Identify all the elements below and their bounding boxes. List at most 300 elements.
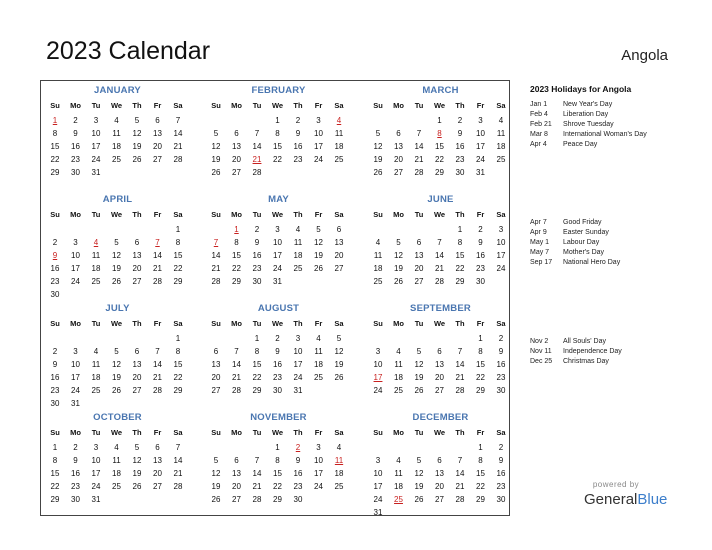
- day-cell: 16: [293, 469, 303, 478]
- weekday-header: [206, 209, 361, 221]
- weekday-label: Mo: [70, 319, 81, 328]
- day-cell: 27: [153, 155, 162, 164]
- day-cell: 26: [414, 386, 424, 395]
- day-cell: 26: [373, 168, 383, 177]
- month-name: MAY: [268, 194, 289, 205]
- day-cell: 24: [314, 482, 323, 491]
- day-cell: 10: [476, 129, 485, 138]
- day-cell: 1: [275, 443, 280, 452]
- weekday-header: [368, 100, 523, 112]
- day-cell: 24: [476, 155, 485, 164]
- day-cell: 2: [73, 116, 78, 125]
- weekday-label: Sa: [496, 428, 506, 437]
- weekday-label: Sa: [173, 101, 183, 110]
- weekday-label: Su: [50, 210, 60, 219]
- day-cell: 1: [275, 116, 280, 125]
- day-cell: 7: [457, 347, 463, 356]
- day-cell: 13: [211, 360, 221, 369]
- weekday-label: Tu: [252, 101, 262, 110]
- holiday-group: [530, 337, 700, 367]
- day-cell: 15: [50, 469, 60, 478]
- day-cell: 19: [112, 373, 121, 382]
- weekday-label: We: [110, 319, 123, 328]
- weekday-header: [206, 427, 361, 439]
- day-cell: 28: [252, 168, 262, 177]
- day-cell: 15: [232, 251, 241, 260]
- day-cell: 16: [273, 360, 282, 369]
- holiday-name: Independence Day: [563, 348, 622, 355]
- day-cell: 22: [273, 155, 282, 164]
- day-cell: 5: [114, 347, 119, 356]
- day-cell: 9: [457, 129, 463, 138]
- day-cell: 9: [73, 456, 78, 465]
- day-cell: 13: [334, 238, 344, 247]
- holiday-date: Feb 21: [530, 121, 552, 128]
- day-cell: 2: [254, 225, 260, 234]
- day-cell: 23: [50, 277, 60, 286]
- weekday-header: [368, 318, 523, 330]
- day-cell: 13: [414, 251, 424, 260]
- day-cell: 16: [50, 264, 60, 273]
- day-cell: 18: [334, 469, 344, 478]
- weekday-label: Tu: [91, 428, 101, 437]
- day-cell: 2: [275, 334, 280, 343]
- day-cell: 16: [496, 360, 506, 369]
- day-cell: 2: [73, 443, 78, 452]
- day-cell: 18: [314, 360, 323, 369]
- holiday-day-cell: 8: [437, 129, 442, 138]
- day-cell: 10: [91, 456, 101, 465]
- weekday-label: We: [110, 101, 123, 110]
- day-cell: 16: [496, 469, 506, 478]
- day-cell: 5: [213, 129, 219, 138]
- weekday-label: Sa: [173, 319, 183, 328]
- holiday-date: May 7: [530, 249, 550, 256]
- weekday-label: Fr: [314, 319, 323, 328]
- day-cell: 3: [498, 225, 504, 234]
- weekday-label: Mo: [231, 210, 242, 219]
- day-cell: 22: [173, 264, 183, 273]
- day-cell: 21: [173, 142, 183, 151]
- weekday-label: We: [271, 210, 284, 219]
- weekday-label: Tu: [414, 319, 424, 328]
- day-cell: 27: [435, 495, 444, 504]
- day-cell: 23: [293, 155, 303, 164]
- day-cell: 26: [394, 277, 403, 286]
- day-cell: 21: [153, 373, 162, 382]
- month-september: [368, 302, 523, 410]
- holiday-date: Apr 7: [530, 219, 547, 226]
- day-cell: 16: [50, 373, 60, 382]
- day-cell: 20: [334, 251, 344, 260]
- day-cell: 28: [252, 495, 262, 504]
- day-cell: 30: [496, 495, 506, 504]
- day-cell: 9: [498, 347, 504, 356]
- weekday-label: Su: [373, 101, 383, 110]
- day-cell: 12: [334, 347, 344, 356]
- day-cell: 30: [273, 386, 282, 395]
- day-cell: 4: [396, 456, 401, 465]
- weekday-label: Th: [132, 319, 142, 328]
- day-cell: 5: [316, 225, 321, 234]
- day-cell: 25: [334, 155, 344, 164]
- day-cell: 28: [153, 277, 162, 286]
- day-cell: 21: [211, 264, 221, 273]
- day-cell: 10: [373, 360, 383, 369]
- day-cell: 4: [375, 238, 381, 247]
- day-cell: 3: [375, 347, 381, 356]
- day-cell: 29: [50, 168, 60, 177]
- day-cell: 9: [73, 129, 78, 138]
- day-cell: 23: [71, 155, 80, 164]
- day-cell: 23: [50, 386, 60, 395]
- day-cell: 21: [252, 482, 262, 491]
- day-cell: 22: [50, 155, 60, 164]
- day-cell: 14: [435, 251, 444, 260]
- day-cell: 14: [455, 360, 465, 369]
- day-cell: 15: [173, 360, 183, 369]
- day-cell: 28: [455, 495, 465, 504]
- day-cell: 23: [71, 482, 80, 491]
- day-cell: 22: [476, 373, 485, 382]
- day-cell: 14: [211, 251, 221, 260]
- holiday-name: Easter Sunday: [563, 229, 609, 236]
- day-cell: 18: [91, 373, 101, 382]
- weekday-header: [368, 427, 523, 439]
- day-cell: 28: [173, 482, 183, 491]
- day-cell: 10: [91, 129, 101, 138]
- weekday-label: We: [271, 428, 284, 437]
- holiday-entry: [530, 140, 700, 150]
- day-cell: 26: [132, 482, 142, 491]
- day-cell: 10: [314, 129, 323, 138]
- day-cell: 28: [173, 155, 183, 164]
- holiday-name: All Souls' Day: [563, 338, 606, 345]
- day-cell: 13: [435, 469, 444, 478]
- day-cell: 24: [71, 386, 80, 395]
- holiday-date: Sep 17: [530, 259, 553, 266]
- weekday-label: Mo: [393, 428, 404, 437]
- day-cell: 6: [134, 347, 140, 356]
- day-cell: 20: [394, 155, 403, 164]
- weekday-label: Mo: [70, 210, 81, 219]
- day-cell: 13: [232, 142, 241, 151]
- day-cell: 23: [293, 482, 303, 491]
- weekday-label: Mo: [231, 101, 242, 110]
- day-cell: 14: [252, 142, 262, 151]
- day-cell: 27: [153, 482, 162, 491]
- day-cell: 16: [293, 142, 303, 151]
- day-cell: 21: [435, 264, 444, 273]
- day-cell: 24: [314, 155, 323, 164]
- day-cell: 7: [155, 347, 160, 356]
- holiday-date: Mar 8: [530, 131, 548, 138]
- month-name: OCTOBER: [93, 412, 142, 423]
- day-cell: 17: [273, 251, 282, 260]
- weekday-label: Su: [50, 428, 60, 437]
- day-cell: 4: [114, 116, 119, 125]
- holiday-entry: [530, 100, 700, 110]
- day-cell: 6: [437, 347, 442, 356]
- day-cell: 24: [373, 386, 383, 395]
- weekday-label: Tu: [252, 210, 262, 219]
- day-cell: 13: [132, 251, 142, 260]
- day-cell: 17: [91, 142, 101, 151]
- day-cell: 21: [455, 482, 465, 491]
- weekday-label: Fr: [314, 210, 323, 219]
- day-cell: 17: [91, 469, 101, 478]
- weekday-label: Fr: [153, 101, 162, 110]
- holiday-day-cell: 4: [336, 116, 342, 125]
- day-cell: 23: [476, 264, 485, 273]
- holiday-name: Labour Day: [563, 239, 600, 246]
- day-cell: 25: [91, 386, 101, 395]
- weekday-label: Th: [132, 210, 142, 219]
- day-cell: 30: [71, 168, 80, 177]
- day-cell: 2: [498, 334, 504, 343]
- day-cell: 8: [275, 129, 280, 138]
- day-cell: 11: [373, 251, 383, 260]
- day-cell: 3: [316, 116, 321, 125]
- day-cell: 20: [435, 373, 444, 382]
- day-cell: 17: [314, 469, 323, 478]
- day-cell: 8: [254, 347, 260, 356]
- weekday-label: Tu: [252, 319, 262, 328]
- day-cell: 11: [334, 129, 344, 138]
- day-cell: 11: [394, 469, 403, 478]
- weekday-label: We: [110, 210, 123, 219]
- day-cell: 29: [252, 386, 262, 395]
- weekday-label: Tu: [252, 428, 262, 437]
- day-cell: 9: [478, 238, 483, 247]
- day-cell: 26: [132, 155, 142, 164]
- holiday-name: Peace Day: [563, 141, 598, 148]
- holiday-entry: [530, 357, 700, 367]
- weekday-label: Th: [293, 210, 303, 219]
- day-cell: 26: [211, 168, 221, 177]
- holiday-name: Shrove Tuesday: [563, 121, 614, 128]
- holidays-title: 2023 Holidays for Angola: [530, 84, 632, 94]
- holiday-day-cell: 1: [234, 225, 239, 234]
- day-cell: 12: [373, 142, 383, 151]
- day-cell: 14: [252, 469, 262, 478]
- weekday-label: Fr: [153, 428, 162, 437]
- holiday-entry: [530, 238, 700, 248]
- day-cell: 6: [155, 116, 160, 125]
- day-cell: 3: [375, 456, 381, 465]
- day-cell: 23: [496, 482, 506, 491]
- weekday-label: Sa: [334, 319, 344, 328]
- weekday-label: Th: [293, 319, 303, 328]
- holiday-name: New Year's Day: [563, 101, 613, 108]
- holiday-day-cell: 1: [52, 116, 58, 125]
- weekday-label: Mo: [393, 101, 404, 110]
- weekday-label: Tu: [91, 101, 101, 110]
- day-cell: 2: [498, 443, 504, 452]
- day-cell: 8: [234, 238, 239, 247]
- day-cell: 21: [414, 155, 424, 164]
- month-october: [45, 411, 200, 519]
- day-cell: 16: [71, 142, 80, 151]
- day-cell: 24: [496, 264, 506, 273]
- weekday-label: Fr: [476, 319, 485, 328]
- day-cell: 7: [437, 238, 442, 247]
- day-cell: 15: [273, 142, 282, 151]
- day-cell: 10: [71, 251, 80, 260]
- day-cell: 20: [153, 469, 162, 478]
- day-cell: 6: [416, 238, 422, 247]
- holiday-date: Apr 9: [530, 229, 547, 236]
- day-cell: 17: [496, 251, 506, 260]
- holiday-entry: [530, 130, 700, 140]
- holiday-day-cell: 25: [394, 495, 403, 504]
- day-cell: 14: [232, 360, 241, 369]
- weekday-label: Tu: [414, 210, 424, 219]
- day-cell: 21: [232, 373, 241, 382]
- generalblue-logo[interactable]: [584, 491, 667, 509]
- holiday-date: Apr 4: [530, 141, 547, 148]
- day-cell: 5: [114, 238, 119, 247]
- day-cell: 25: [112, 155, 121, 164]
- day-cell: 23: [252, 264, 262, 273]
- weekday-label: Tu: [91, 319, 101, 328]
- weekday-label: Fr: [314, 428, 323, 437]
- day-cell: 2: [457, 116, 463, 125]
- day-cell: 1: [478, 334, 483, 343]
- day-cell: 12: [211, 469, 221, 478]
- day-cell: 10: [273, 238, 282, 247]
- day-cell: 20: [132, 264, 142, 273]
- day-cell: 24: [91, 482, 101, 491]
- day-cell: 15: [173, 251, 183, 260]
- day-cell: 5: [375, 129, 381, 138]
- day-cell: 11: [314, 347, 323, 356]
- day-cell: 10: [314, 456, 323, 465]
- country-name: Angola: [621, 47, 668, 64]
- day-cell: 28: [455, 386, 465, 395]
- day-cell: 22: [273, 482, 282, 491]
- day-cell: 18: [112, 142, 121, 151]
- day-cell: 31: [91, 168, 101, 177]
- weekday-label: Th: [293, 101, 303, 110]
- day-cell: 12: [112, 251, 121, 260]
- day-cell: 11: [91, 360, 101, 369]
- day-cell: 19: [334, 360, 344, 369]
- day-cell: 4: [114, 443, 119, 452]
- day-cell: 26: [314, 264, 323, 273]
- weekday-header: [45, 427, 200, 439]
- day-cell: 15: [435, 142, 444, 151]
- day-cell: 7: [175, 443, 181, 452]
- weekday-label: Mo: [393, 319, 404, 328]
- day-cell: 5: [134, 116, 140, 125]
- day-cell: 30: [455, 168, 465, 177]
- weekday-label: Th: [293, 428, 303, 437]
- day-cell: 26: [112, 386, 121, 395]
- month-name: APRIL: [102, 194, 133, 205]
- day-cell: 13: [153, 456, 162, 465]
- day-cell: 30: [71, 495, 80, 504]
- day-cell: 9: [498, 456, 504, 465]
- day-cell: 31: [476, 168, 485, 177]
- month-name: JANUARY: [94, 85, 141, 96]
- day-cell: 28: [153, 386, 162, 395]
- day-cell: 19: [414, 482, 424, 491]
- month-july: [45, 302, 200, 410]
- day-cell: 13: [435, 360, 444, 369]
- weekday-label: Fr: [153, 210, 162, 219]
- day-cell: 19: [132, 469, 142, 478]
- month-february: [206, 84, 361, 192]
- day-cell: 23: [496, 373, 506, 382]
- holiday-day-cell: 7: [155, 238, 160, 247]
- weekday-label: Mo: [231, 428, 242, 437]
- weekday-header: [368, 209, 523, 221]
- day-cell: 6: [155, 443, 160, 452]
- weekday-label: Th: [132, 428, 142, 437]
- month-january: [45, 84, 200, 192]
- day-cell: 15: [252, 360, 262, 369]
- month-name: FEBRUARY: [251, 85, 306, 96]
- day-cell: 2: [52, 347, 58, 356]
- page-title: 2023 Calendar: [46, 37, 211, 65]
- day-cell: 30: [476, 277, 485, 286]
- weekday-header: [45, 100, 200, 112]
- holiday-name: International Woman's Day: [563, 131, 647, 138]
- day-cell: 30: [50, 290, 60, 299]
- day-cell: 6: [336, 225, 342, 234]
- day-cell: 25: [373, 277, 383, 286]
- weekday-label: Su: [373, 210, 383, 219]
- weekday-header: [206, 318, 361, 330]
- day-cell: 18: [91, 264, 101, 273]
- day-cell: 7: [416, 129, 422, 138]
- day-cell: 14: [455, 469, 465, 478]
- day-cell: 17: [476, 142, 485, 151]
- day-cell: 3: [478, 116, 483, 125]
- weekday-label: We: [433, 101, 446, 110]
- weekday-label: We: [433, 210, 446, 219]
- day-cell: 29: [476, 495, 485, 504]
- day-cell: 14: [414, 142, 424, 151]
- day-cell: 1: [254, 334, 260, 343]
- day-cell: 25: [314, 373, 323, 382]
- day-cell: 17: [71, 373, 80, 382]
- day-cell: 27: [232, 495, 241, 504]
- day-cell: 15: [455, 251, 465, 260]
- holiday-date: Nov 2: [530, 338, 549, 345]
- weekday-label: Mo: [70, 101, 81, 110]
- day-cell: 13: [132, 360, 142, 369]
- weekday-label: Su: [50, 319, 60, 328]
- day-cell: 5: [134, 443, 140, 452]
- month-december: [368, 411, 523, 519]
- day-cell: 12: [394, 251, 403, 260]
- holiday-entry: [530, 228, 700, 238]
- month-march: [368, 84, 523, 192]
- day-cell: 19: [373, 155, 383, 164]
- day-cell: 22: [435, 155, 444, 164]
- weekday-label: Sa: [496, 319, 506, 328]
- day-cell: 16: [455, 142, 465, 151]
- day-cell: 18: [394, 373, 403, 382]
- day-cell: 25: [112, 482, 121, 491]
- holiday-date: May 1: [530, 239, 550, 246]
- day-cell: 18: [373, 264, 383, 273]
- weekday-label: We: [110, 428, 123, 437]
- day-cell: 14: [153, 251, 162, 260]
- day-cell: 26: [334, 373, 344, 382]
